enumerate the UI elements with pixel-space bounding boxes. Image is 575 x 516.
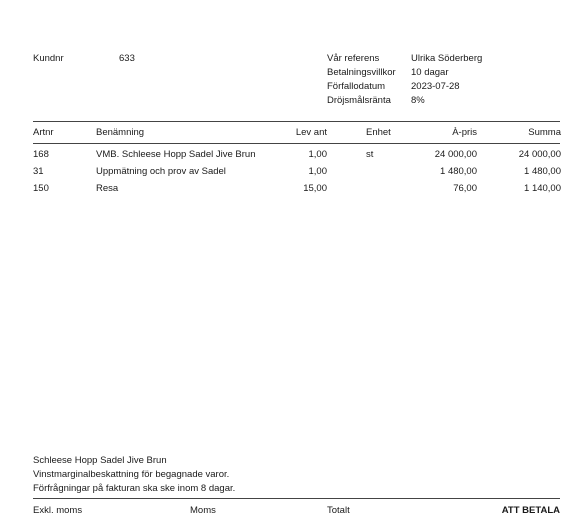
exkl-moms-label: Exkl. moms [33,505,83,516]
row-summa: 24 000,00 [518,149,561,160]
row-artnr: 168 [33,149,49,160]
kundnr-value: 633 [119,53,135,64]
row-a-pris: 76,00 [453,183,477,194]
table-top-rule [33,121,560,122]
att-betala-label: ATT BETALA [501,505,560,516]
row-benamning: Resa [96,183,119,194]
row-a-pris: 24 000,00 [434,149,477,160]
kundnr-label: Kundnr [33,53,64,64]
due-date-value: 2023-07-28 [411,81,460,92]
note-line: Vinstmarginalbeskattning för begagnade varor. [33,469,230,480]
table-header-rule [33,143,560,144]
payment-terms-value: 10 dagar [411,67,449,78]
row-summa: 1 480,00 [524,166,561,177]
row-lev-ant: 1,00 [308,166,327,177]
row-lev-ant: 1,00 [308,149,327,160]
row-lev-ant: 15,00 [303,183,327,194]
header-artnr: Artnr [33,127,54,138]
row-benamning: Uppmätning och prov av Sadel [96,166,226,177]
payment-terms-label: Betalningsvillkor [327,67,396,78]
row-a-pris: 1 480,00 [440,166,477,177]
totalt-label: Totalt [327,505,350,516]
header-enhet: Enhet [366,127,391,138]
row-artnr: 31 [33,166,44,177]
note-line: Förfrågningar på fakturan ska ske inom 8 dagar. [33,483,236,494]
row-enhet: st [366,149,374,160]
header-summa: Summa [528,127,561,138]
due-date-label: Förfallodatum [327,81,386,92]
row-benamning: VMB. Schleese Hopp Sadel Jive Brun [96,149,256,160]
moms-label: Moms [190,505,216,516]
late-interest-label: Dröjsmålsränta [327,95,391,106]
header-lev-ant: Lev ant [295,127,327,138]
reference-label: Vår referens [327,53,380,64]
row-artnr: 150 [33,183,49,194]
reference-value: Ulrika Söderberg [411,53,483,64]
header-a-pris: À-pris [452,127,477,138]
totals-rule [33,498,560,499]
late-interest-value: 8% [411,95,425,106]
header-benamning: Benämning [96,127,145,138]
note-line: Schleese Hopp Sadel Jive Brun [33,455,167,466]
row-summa: 1 140,00 [524,183,561,194]
